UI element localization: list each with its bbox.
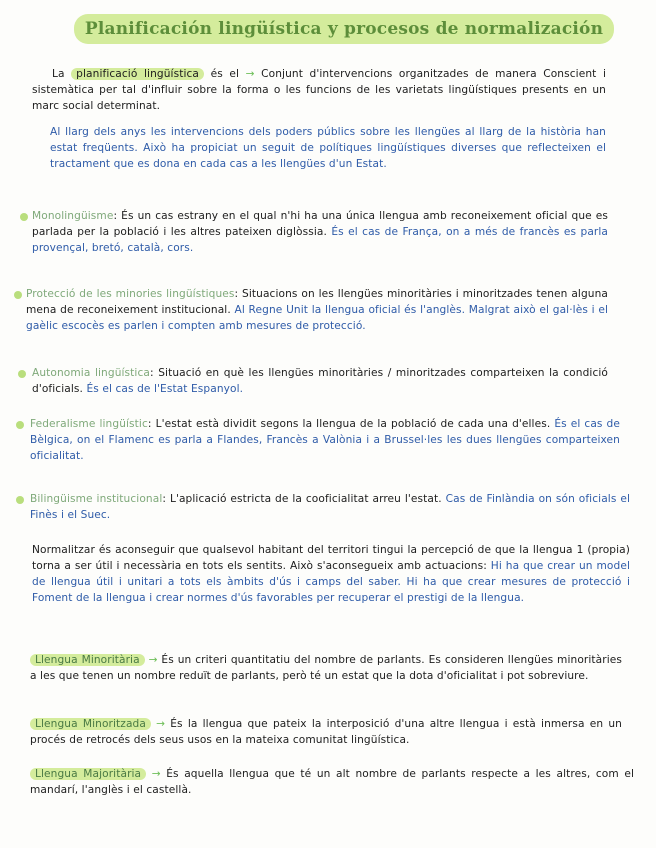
- item-blue-text: És el cas de França, on a més de francès es parla provençal, bretó, català, cors.: [32, 226, 608, 254]
- definition-minoritzada: [30, 716, 622, 748]
- normalization-blue-text: Hi ha que crear un model de llengua útil i unitari a tots els àmbits d'ús i camps del saber. Hi ha que crear mesures de protecció i Foment de la llengua i crear normes d'ús favorables per recuperar el prestigi de la llengua.: [32, 560, 630, 604]
- intro-pre: La: [52, 68, 72, 80]
- list-item-federalisme: [30, 416, 620, 464]
- normalization-black-text: Normalitzar és aconseguir que qualsevol habitant del territori tingui la percepció de que la llengua 1 (propia) torna a ser útil i necessària en tots els sentits. Això s'aconsegueix amb actuacions:: [32, 544, 630, 572]
- intro-mid: és el: [204, 68, 246, 80]
- bullet-icon: [18, 370, 26, 378]
- item-term: Monolingüisme: [32, 210, 114, 222]
- definition-minoritaria: [30, 652, 622, 684]
- bullet-icon: [16, 421, 24, 429]
- arrow-icon: →: [150, 718, 171, 730]
- list-item-bilinguisme: [30, 491, 630, 523]
- item-term: Autonomia lingüística: [32, 367, 150, 379]
- history-text: Al llarg dels anys les intervencions dels poders públics sobre les llengües al llarg de la història han estat freqüents. Això ha propiciat un seguit de polítiques lingüístiques diverses que reflecteixen el tractament que es dona en cada cas a les llengües d'un Estat.: [50, 126, 606, 170]
- page-title-text: Planificación lingüística y procesos de normalización: [84, 19, 604, 39]
- item-term: Federalisme lingüístic: [30, 418, 148, 430]
- list-item-monolinguisme: [32, 208, 608, 256]
- arrow-icon: →: [146, 768, 167, 780]
- bullet-icon: [20, 213, 28, 221]
- list-item-proteccio: [26, 286, 608, 334]
- item-sep: :: [150, 367, 159, 379]
- item-blue-text: Cas de Finlàndia on són oficials el Finès i el Suec.: [30, 493, 630, 521]
- item-sep: :: [162, 493, 170, 505]
- definition-text: És la llengua que pateix la interposició d'una altre llengua i està inmersa en un procés de retrocés dels seus usos en la mateixa comunitat lingüística.: [30, 718, 622, 746]
- item-term: Bilingüisme institucional: [30, 493, 163, 505]
- normalization-paragraph: [32, 542, 630, 606]
- item-sep: :: [234, 288, 243, 300]
- item-sep: :: [113, 210, 122, 222]
- item-blue-text: És el cas de l'Estat Espanyol.: [82, 383, 244, 395]
- item-black-text: L'estat està dividit segons la llengua de la població de cada una d'elles.: [155, 418, 551, 430]
- item-black-text: Situacions on les llengües minoritàries i minoritzades tenen alguna mena de reconeixement institucional.: [26, 288, 609, 316]
- item-black-text: És un cas estrany en el qual n'hi ha una única llengua amb reconeixement oficial que es parlada per la població i les altres pateixen diglòssia.: [32, 210, 609, 238]
- arrow-icon: →: [245, 68, 255, 80]
- intro-paragraph: [32, 66, 606, 114]
- definition-majoritaria: [30, 766, 634, 798]
- bullet-icon: [14, 291, 22, 299]
- item-sep: :: [147, 418, 156, 430]
- item-black-text: Situació en què les llengües minoritàries / minoritzades comparteixen la condició d'oficials.: [32, 367, 608, 395]
- definition-text: És un criteri quantitatiu del nombre de parlants. Es consideren llengües minoritàries a les que tenen un nombre reduït de parlants, però té un estat que la dota d'oficialitat i pot sobreviure.: [30, 654, 622, 682]
- bullet-icon: [16, 496, 24, 504]
- item-black-text: L'aplicació estricta de la cooficialitat arreu l'estat.: [169, 493, 442, 505]
- definition-term: Llengua Minoritzada: [30, 718, 151, 730]
- definition-text: És aquella llengua que té un alt nombre de parlants respecte a les altres, com el mandarí, l'anglès i el castellà.: [30, 768, 634, 796]
- item-blue-text: És el cas de Bèlgica, on el Flamenc es parla a Flandes, Francès a Valònia i a Brussel·les les dues llengües comparteixen oficialitat.: [30, 418, 620, 462]
- history-paragraph: [50, 124, 606, 172]
- definition-term: Llengua Majoritària: [30, 768, 146, 780]
- intro-text: Conjunt d'intervencions organitzades de manera Conscient i sistemàtica per tal d'influir sobre la forma o les funcions de les varietats lingüístiques presents en un marc social determinat.: [32, 68, 606, 112]
- arrow-icon: →: [144, 654, 162, 666]
- item-blue-text: Al Regne Unit la llengua oficial és l'anglès. Malgrat això el gal·lès i el gaèlic escocès es parlen i compten amb mesures de protecció.: [26, 304, 608, 332]
- definition-term: Llengua Minoritària: [30, 654, 145, 666]
- item-term: Protecció de les minories lingüístiques: [26, 288, 235, 300]
- list-item-autonomia: [32, 365, 608, 397]
- page-title: [74, 14, 614, 44]
- intro-term: planificació lingüística: [71, 68, 204, 80]
